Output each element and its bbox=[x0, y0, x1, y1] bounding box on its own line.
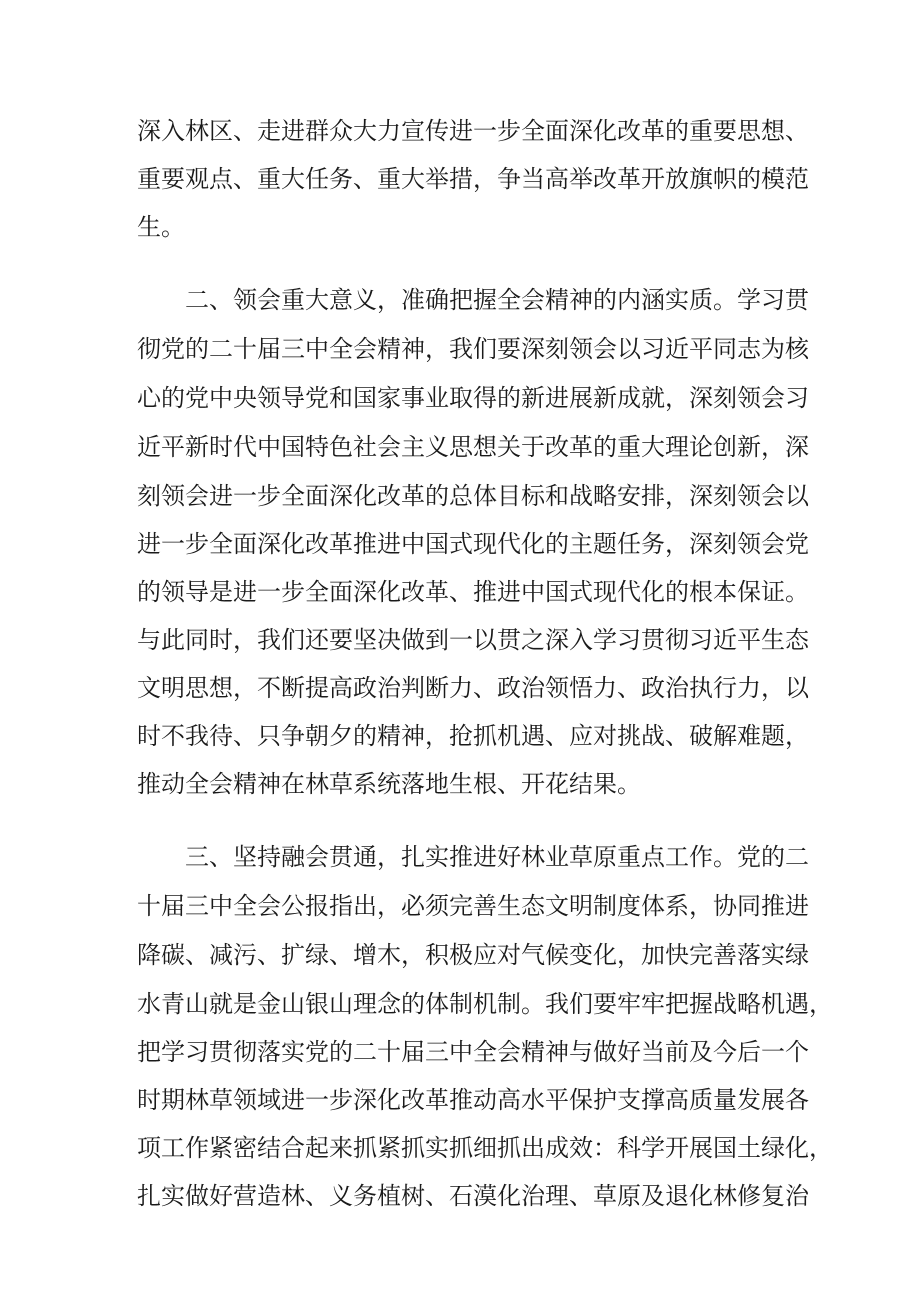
text-line: 项工作紧密结合起来抓紧抓实抓细抓出成效：科学开展国土绿化， bbox=[137, 1134, 833, 1162]
text-line: 水青山就是金山银山理念的体制机制。我们要牢牢把握战略机遇， bbox=[137, 990, 833, 1018]
text-line: 进一步全面深化改革推进中国式现代化的主题任务，深刻领会党 bbox=[137, 530, 809, 558]
text-line: 推动全会精神在林草系统落地生根、开花结果。 bbox=[137, 770, 641, 798]
text-line: 彻党的二十届三中全会精神，我们要深刻领会以习近平同志为核 bbox=[137, 335, 809, 363]
text-line: 心的党中央领导党和国家事业取得的新进展新成就，深刻领会习 bbox=[137, 384, 809, 412]
text-line: 与此同时，我们还要坚决做到一以贯之深入学习贯彻习近平生态 bbox=[137, 626, 809, 654]
text-line: 重要观点、重大任务、重大举措，争当高举改革开放旗帜的模范 bbox=[137, 165, 809, 193]
text-line: 把学习贯彻落实党的二十届三中全会精神与做好当前及今后一个 bbox=[137, 1038, 809, 1066]
section-heading-line: 二、领会重大意义，准确把握全会精神的内涵实质。学习贯 bbox=[185, 286, 809, 314]
text-line: 时期林草领域进一步深化改革推动高水平保护支撑高质量发展各 bbox=[137, 1086, 809, 1114]
text-line: 十届三中全会公报指出，必须完善生态文明制度体系，协同推进 bbox=[137, 892, 809, 920]
text-line: 生。 bbox=[137, 213, 185, 241]
text-line: 降碳、减污、扩绿、增木，积极应对气候变化，加快完善落实绿 bbox=[137, 941, 809, 969]
text-line: 的领导是进一步全面深化改革、推进中国式现代化的根本保证。 bbox=[137, 578, 809, 606]
text-line: 刻领会进一步全面深化改革的总体目标和战略安排，深刻领会以 bbox=[137, 482, 809, 510]
text-line: 文明思想，不断提高政治判断力、政治领悟力、政治执行力，以 bbox=[137, 674, 809, 702]
text-line: 扎实做好营造林、义务植树、石漠化治理、草原及退化林修复治 bbox=[137, 1182, 809, 1210]
section-heading-line: 三、坚持融会贯通，扎实推进好林业草原重点工作。党的二 bbox=[185, 843, 809, 871]
text-line: 近平新时代中国特色社会主义思想关于改革的重大理论创新，深 bbox=[137, 433, 809, 461]
text-line: 时不我待、只争朝夕的精神，抢抓机遇、应对挑战、破解难题， bbox=[137, 722, 809, 750]
text-line: 深入林区、走进群众大力宣传进一步全面深化改革的重要思想、 bbox=[137, 117, 809, 145]
